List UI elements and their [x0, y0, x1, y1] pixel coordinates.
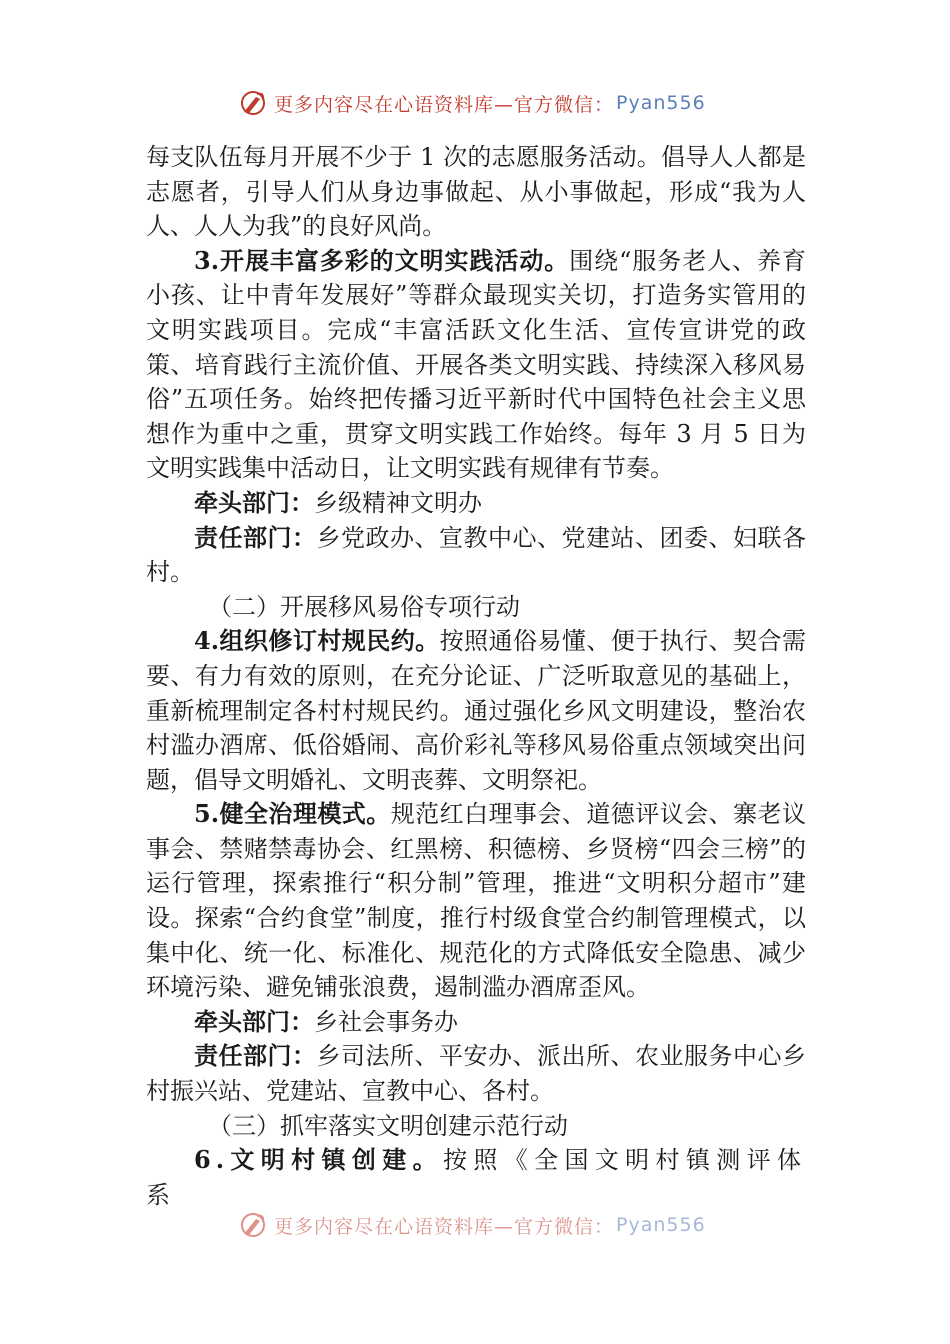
logo-icon — [238, 88, 268, 118]
section-2-heading: （二）开展移风易俗专项行动 — [208, 592, 520, 621]
lead-dept-2-label: 牵头部门： — [194, 1006, 314, 1036]
item-6 — [146, 1143, 806, 1212]
watermark-text: 更多内容尽在心语资料库—官方微信： — [274, 93, 615, 116]
resp-dept-1-label: 责任部门： — [194, 522, 317, 552]
item-5-text: 规范红白理事会、道德评议会、寨老议事会、禁赌禁毒协会、红黑榜、积德榜、乡贤榜“四会三榜”的运行管理，探索推行“积分制”管理，推进“文明积分超市”建设。探索“合约食堂”制度，推行村级食堂合约制管理模式，以集中化、统一化、标准化、规范化的方式降低安全隐患、减少环境污染、避免铺张浪费，遏制滥办酒席歪风。 — [146, 800, 806, 1002]
lead-dept-1 — [146, 486, 806, 521]
logo-icon — [238, 1210, 268, 1240]
watermark-header — [238, 86, 706, 120]
lead-dept-1-label: 牵头部门： — [194, 487, 314, 517]
item-6-title: 6.文明村镇创建。 — [194, 1145, 443, 1175]
paragraph-0: 每支队伍每月开展不少于 1 次的志愿服务活动。倡导人人都是志愿者，引导人们从身边事做起、从小事做起，形成“我为人人、人人为我”的良好风尚。 — [146, 143, 806, 241]
item-4-title: 4.组织修订村规民约。 — [194, 626, 440, 656]
item-5-title: 5.健全治理模式。 — [194, 799, 391, 829]
lead-dept-2 — [146, 1005, 806, 1040]
item-6-text: 按照《全国文明村镇测评体系 — [146, 1146, 806, 1209]
watermark-footer — [238, 1208, 706, 1242]
resp-dept-2-label: 责任部门： — [194, 1041, 317, 1071]
watermark-footer-wechat: Pyan556 — [616, 1214, 706, 1236]
item-3-title: 3.开展丰富多彩的文明实践活动。 — [194, 245, 570, 275]
item-4 — [146, 624, 806, 797]
resp-dept-1-value: 乡党政办、宣教中心、党建站、团委、妇联各村。 — [146, 523, 806, 587]
lead-dept-1-value: 乡级精神文明办 — [314, 488, 482, 517]
watermark-wechat: Pyan556 — [616, 92, 706, 114]
watermark-footer-text: 更多内容尽在心语资料库—官方微信： — [274, 1215, 615, 1238]
lead-dept-2-value: 乡社会事务办 — [314, 1007, 458, 1036]
document-body — [146, 140, 806, 1212]
item-5 — [146, 797, 806, 1005]
section-3-heading: （三）抓牢落实文明创建示范行动 — [208, 1111, 568, 1140]
item-3 — [146, 244, 806, 486]
resp-dept-2 — [146, 1039, 806, 1108]
resp-dept-1 — [146, 521, 806, 590]
item-3-text: 围绕“服务老人、养育小孩、让中青年发展好”等群众最现实关切，打造务实管用的文明实践项目。完成“丰富活跃文化生活、宣传宣讲党的政策、培育践行主流价值、开展各类文明实践、持续深入移风易俗”五项任务。始终把传播习近平新时代中国特色社会主义思想作为重中之重，贯穿文明实践工作始终。每年 3 月 5 日为文明实践集中活动日，让文明实践有规律有节奏。 — [146, 246, 806, 483]
resp-dept-2-value: 乡司法所、平安办、派出所、农业服务中心乡村振兴站、党建站、宣教中心、各村。 — [146, 1042, 806, 1106]
item-4-text: 按照通俗易懂、便于执行、契合需要、有力有效的原则，在充分论证、广泛听取意见的基础上，重新梳理制定各村村规民约。通过强化乡风文明建设，整治农村滥办酒席、低俗婚闹、高价彩礼等移风易俗重点领域突出问题，倡导文明婚礼、文明丧葬、文明祭祀。 — [146, 627, 807, 794]
